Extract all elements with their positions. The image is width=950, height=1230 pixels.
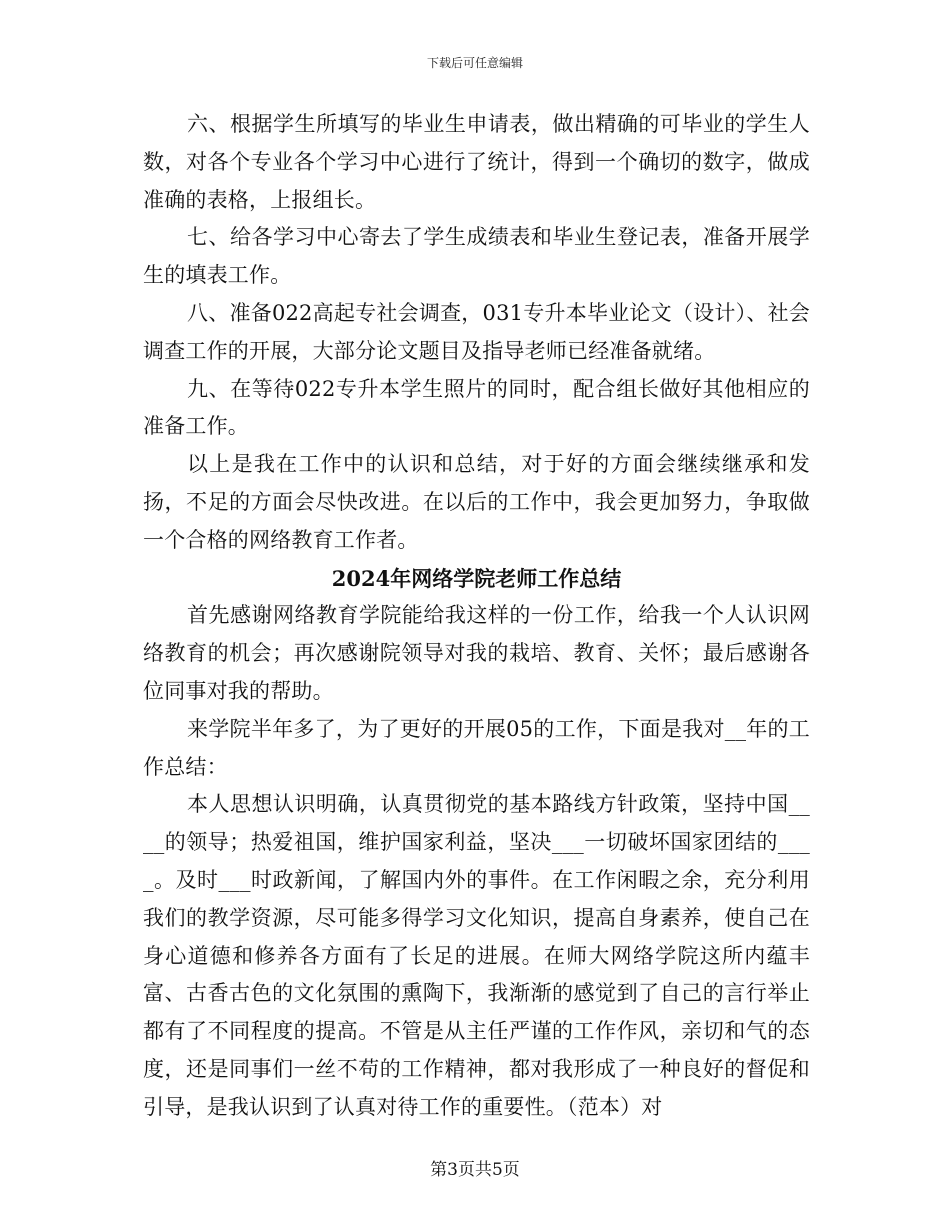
paragraph-item-9: 九、在等待022专升本学生照片的同时，配合组长做好其他相应的准备工作。 (143, 376, 810, 439)
page-number: 第3页共5页 (430, 1160, 520, 1180)
paragraph-ideology: 本人思想认识明确，认真贯彻党的基本路线方针政策，坚持中国____的领导；热爱祖国，维护国家利益，坚决___一切破坏国家团结的____。及时___时政新闻，了解国内外的事件。在工作闲暇之余，充分利用我们的教学资源，尽可能多得学习文化知识，提高自身素养，使自己在身心道德和修养各方面有了长足的进展。在师大网络学院这所内蕴丰富、古香古色的文化氛围的熏陶下，我渐渐的感觉到了自己的言行举止都有了不同程度的提高。不管是从主任严谨的工作作风，亲切和气的态度，还是同事们一丝不苟的工作精神，都对我形成了一种良好的督促和引导，是我认识到了认真对待工作的重要性。（范本）对 (143, 792, 810, 1119)
document-body (143, 106, 810, 1127)
paragraph-item-8: 八、准备022高起专社会调查，031专升本毕业论文（设计）、社会调查工作的开展，大部分论文题目及指导老师已经准备就绪。 (143, 300, 811, 363)
page-header: 下载后可任意编辑 (426, 56, 523, 70)
paragraph-thanks: 首先感谢网络教育学院能给我这样的一份工作，给我一个人认识网络教育的机会；再次感谢院领导对我的栽培、教育、关怀；最后感谢各位同事对我的帮助。 (143, 603, 810, 703)
paragraph-intro: 来学院半年多了，为了更好的开展05的工作，下面是我对__年的工作总结： (143, 716, 810, 779)
paragraph-item-7: 七、给各学习中心寄去了学生成绩表和毕业生登记表，准备开展学生的填表工作。 (143, 225, 810, 288)
paragraph-conclusion: 以上是我在工作中的认识和总结，对于好的方面会继续继承和发扬，不足的方面会尽快改进。在以后的工作中，我会更加努力，争取做一个合格的网络教育工作者。 (143, 452, 810, 552)
section-title: 2024年网络学院老师工作总结 (331, 565, 622, 591)
paragraph-item-6: 六、根据学生所填写的毕业生申请表，做出精确的可毕业的学生人数，对各个专业各个学习中心进行了统计，得到一个确切的数字，做成准确的表格，上报组长。 (143, 112, 810, 212)
